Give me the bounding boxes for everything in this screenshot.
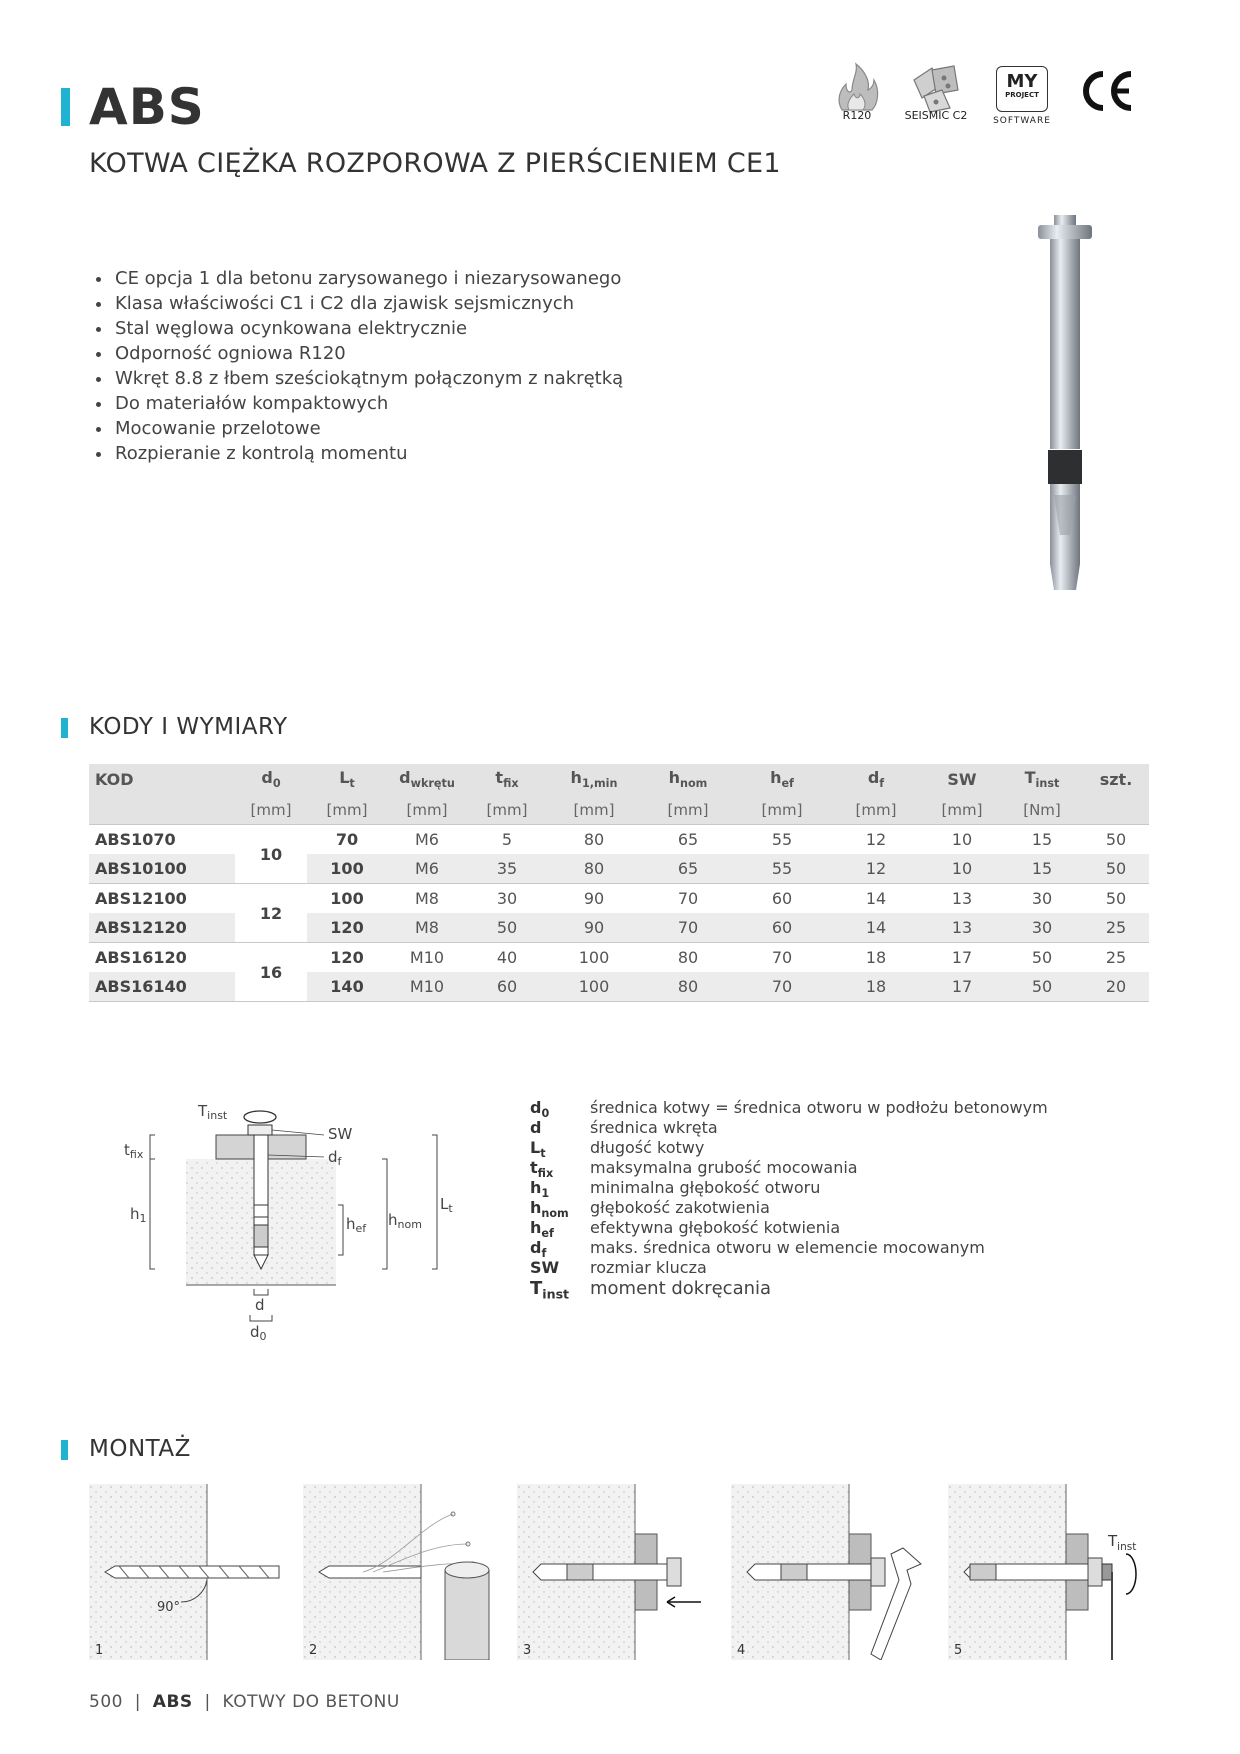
legend-text: średnica kotwy = średnica otworu w podłożu betonowym bbox=[590, 1098, 1048, 1117]
unit-cell: [mm] bbox=[641, 795, 735, 825]
montaz-accent-bar bbox=[61, 1440, 68, 1460]
col-header-hnom: $h_{nom}$ bbox=[641, 764, 735, 795]
cell-d0: 10 bbox=[235, 825, 307, 884]
feature-item: • Rozpieranie z kontrolą momentu bbox=[113, 441, 623, 466]
unit-cell: [mm] bbox=[467, 795, 547, 825]
cell-szt: 50 bbox=[1105, 830, 1127, 849]
page-footer: 500 | ABS | KOTWY DO BETONU bbox=[89, 1692, 400, 1712]
cell-h1: 90 bbox=[547, 913, 641, 943]
tinst-dim-label: $T_{inst}$ bbox=[198, 1102, 228, 1122]
myproject-logo-text: MY bbox=[1006, 71, 1038, 92]
step-number: 1 bbox=[95, 1643, 104, 1658]
cell-szt: 20 bbox=[1083, 972, 1149, 1002]
table-row bbox=[89, 825, 1149, 855]
lt-dim-label: $L_t$ bbox=[440, 1195, 453, 1215]
cell-h1: 100 bbox=[578, 948, 610, 967]
cell-hef: 70 bbox=[771, 948, 793, 967]
cell-df: 14 bbox=[865, 889, 887, 908]
feature-item: • Do materiałów kompaktowych bbox=[113, 391, 623, 416]
cell-hnom: 80 bbox=[641, 972, 735, 1002]
cell-sw: 17 bbox=[951, 948, 973, 967]
cell-dwkretu: M10 bbox=[409, 948, 445, 967]
cell-dwkretu: M6 bbox=[415, 830, 439, 849]
step5-tinst-label: $T_{inst}$ bbox=[1108, 1532, 1137, 1553]
cell-szt: 50 bbox=[1083, 854, 1149, 884]
cell-lt: 70 bbox=[335, 830, 359, 849]
cell-tinst: 50 bbox=[1001, 972, 1083, 1002]
cell-hnom: 70 bbox=[677, 889, 699, 908]
title-accent-bar bbox=[61, 88, 70, 126]
cell-tfix: 40 bbox=[496, 948, 518, 967]
cell-kod: ABS12120 bbox=[89, 913, 235, 943]
unit-cell: [mm] bbox=[387, 795, 467, 825]
montaz-step-5 bbox=[948, 1484, 1144, 1660]
cell-szt: 25 bbox=[1105, 948, 1127, 967]
product-subtitle: KOTWA CIĘŻKA ROZPOROWA Z PIERŚCIENIEM CE1 bbox=[89, 148, 781, 179]
feature-item: • Klasa właściwości C1 i C2 dla zjawisk sejsmicznych bbox=[113, 291, 623, 316]
cert-r120 bbox=[832, 60, 882, 122]
table-row bbox=[89, 943, 1149, 973]
cell-tfix: 35 bbox=[467, 854, 547, 884]
montaz-step-4 bbox=[731, 1484, 927, 1660]
df-dim-label: $d_f$ bbox=[328, 1148, 342, 1168]
dimension-drawing bbox=[110, 1085, 470, 1365]
col-header-df: $d_f$ bbox=[829, 764, 923, 795]
feature-item: • Odporność ogniowa R120 bbox=[113, 341, 623, 366]
product-title: ABS bbox=[89, 78, 205, 136]
col-header-tinst: $T_{inst}$ bbox=[1001, 764, 1083, 795]
legend-row: SW rozmiar klucza bbox=[530, 1258, 707, 1277]
cert-myproject bbox=[992, 60, 1052, 126]
cert-seismic bbox=[896, 60, 976, 122]
col-header-d0: $d_0$ bbox=[235, 764, 307, 795]
footer-product: ABS bbox=[152, 1692, 193, 1712]
legend-text: maks. średnica otworu w elemencie mocowanym bbox=[590, 1238, 985, 1257]
unit-cell: [mm] bbox=[829, 795, 923, 825]
col-header-tfix: $t_{fix}$ bbox=[467, 764, 547, 795]
table-row bbox=[89, 884, 1149, 914]
page-number: 500 bbox=[89, 1692, 123, 1712]
cell-df: 18 bbox=[829, 972, 923, 1002]
cell-tinst: 15 bbox=[1031, 830, 1053, 849]
cell-dwkretu: M6 bbox=[387, 854, 467, 884]
cert-software-label: SOFTWARE bbox=[993, 116, 1051, 126]
codes-table bbox=[89, 764, 1149, 1002]
cell-sw: 13 bbox=[951, 889, 973, 908]
cell-h1: 80 bbox=[547, 854, 641, 884]
col-header-szt: szt. bbox=[1083, 764, 1149, 795]
features-list bbox=[89, 266, 623, 466]
cell-df: 12 bbox=[829, 854, 923, 884]
legend-row: $L_t$ długość kotwy bbox=[530, 1138, 705, 1161]
cell-hef: 55 bbox=[771, 830, 793, 849]
cell-kod: ABS1070 bbox=[95, 830, 176, 849]
cell-hnom: 65 bbox=[677, 830, 699, 849]
cell-lt: 140 bbox=[307, 972, 387, 1002]
d0-dim-label: $d_0$ bbox=[250, 1323, 267, 1343]
col-header-sw: SW bbox=[923, 764, 1001, 795]
table-units-row bbox=[89, 795, 1149, 825]
d-dim-label: d bbox=[255, 1296, 265, 1314]
hnom-dim-label: $h_{nom}$ bbox=[388, 1211, 422, 1231]
feature-item: • Stal węglowa ocynkowana elektrycznie bbox=[113, 316, 623, 341]
cell-tinst: 30 bbox=[1031, 889, 1053, 908]
cell-hnom: 70 bbox=[641, 913, 735, 943]
step-number: 3 bbox=[523, 1643, 532, 1658]
footer-category: KOTWY DO BETONU bbox=[222, 1692, 400, 1712]
feature-item: • Wkręt 8.8 z łbem sześciokątnym połączonym z nakrętką bbox=[113, 366, 623, 391]
legend-text: moment dokręcania bbox=[590, 1278, 772, 1299]
seismic-icon bbox=[906, 60, 966, 114]
unit-cell: [mm] bbox=[307, 795, 387, 825]
step-number: 2 bbox=[309, 1643, 318, 1658]
legend-text: maksymalna grubość mocowania bbox=[590, 1158, 858, 1177]
unit-cell: [mm] bbox=[735, 795, 829, 825]
cell-tinst: 15 bbox=[1001, 854, 1083, 884]
symbols-legend bbox=[530, 1098, 1048, 1302]
legend-row: $h_{ef}$ efektywna głębokość kotwienia bbox=[530, 1218, 841, 1241]
cell-tfix: 50 bbox=[467, 913, 547, 943]
unit-cell: [mm] bbox=[923, 795, 1001, 825]
cell-tfix: 5 bbox=[501, 830, 513, 849]
legend-text: średnica wkręta bbox=[590, 1118, 718, 1137]
cell-hnom: 80 bbox=[677, 948, 699, 967]
legend-row: d średnica wkręta bbox=[530, 1118, 718, 1137]
col-header-h1min: $h_{1,min}$ bbox=[547, 764, 641, 795]
cell-tinst: 30 bbox=[1001, 913, 1083, 943]
cert-r120-label: R120 bbox=[842, 109, 872, 122]
codes-section-title: KODY I WYMIARY bbox=[89, 714, 288, 740]
cell-sw: 17 bbox=[923, 972, 1001, 1002]
cell-sw: 13 bbox=[923, 913, 1001, 943]
drill-angle-label: 90° bbox=[157, 1600, 181, 1615]
cell-df: 18 bbox=[865, 948, 887, 967]
col-header-kod: KOD bbox=[89, 764, 235, 795]
montaz-step-3 bbox=[517, 1484, 713, 1660]
cell-sw: 10 bbox=[923, 854, 1001, 884]
legend-row: $h_1$ minimalna głębokość otworu bbox=[530, 1178, 821, 1201]
cell-h1: 100 bbox=[547, 972, 641, 1002]
fire-icon bbox=[834, 60, 880, 114]
cell-hef: 60 bbox=[735, 913, 829, 943]
feature-item: • CE opcja 1 dla betonu zarysowanego i niezarysowanego bbox=[113, 266, 623, 291]
cell-lt: 100 bbox=[330, 889, 364, 908]
cell-kod: ABS10100 bbox=[89, 854, 235, 884]
unit-cell bbox=[89, 795, 235, 825]
cell-df: 12 bbox=[865, 830, 887, 849]
cell-d0: 12 bbox=[235, 884, 307, 943]
myproject-logo-sub: PROJECT bbox=[1005, 91, 1039, 99]
montaz-step-2 bbox=[303, 1484, 499, 1660]
col-header-hef: $h_{ef}$ bbox=[735, 764, 829, 795]
cell-hnom: 65 bbox=[641, 854, 735, 884]
cell-hef: 55 bbox=[735, 854, 829, 884]
cell-tfix: 30 bbox=[496, 889, 518, 908]
step-number: 4 bbox=[737, 1643, 746, 1658]
ce-mark-icon bbox=[1078, 68, 1138, 117]
cell-d0: 16 bbox=[235, 943, 307, 1002]
montaz-step-1 bbox=[89, 1484, 285, 1660]
legend-text: długość kotwy bbox=[590, 1138, 705, 1157]
legend-text: głębokość zakotwienia bbox=[590, 1198, 770, 1217]
legend-text: rozmiar klucza bbox=[590, 1258, 707, 1277]
unit-cell: [mm] bbox=[235, 795, 307, 825]
legend-row: $d_0$ średnica kotwy = średnica otworu w podłożu betonowym bbox=[530, 1098, 1048, 1121]
hef-dim-label: $h_{ef}$ bbox=[346, 1215, 367, 1235]
myproject-icon bbox=[996, 66, 1048, 112]
feature-item: • Mocowanie przelotowe bbox=[113, 416, 623, 441]
cell-tinst: 50 bbox=[1031, 948, 1053, 967]
legend-row: $d_f$ maks. średnica otworu w elemencie mocowanym bbox=[530, 1238, 985, 1261]
cell-tfix: 60 bbox=[467, 972, 547, 1002]
legend-row: $T_{inst}$ moment dokręcania bbox=[530, 1278, 772, 1302]
cell-h1: 90 bbox=[583, 889, 605, 908]
cell-hef: 70 bbox=[735, 972, 829, 1002]
cell-h1: 80 bbox=[583, 830, 605, 849]
legend-text: efektywna głębokość kotwienia bbox=[590, 1218, 841, 1237]
step-number: 5 bbox=[954, 1643, 963, 1658]
cell-dwkretu: M8 bbox=[387, 913, 467, 943]
montaz-section-title: MONTAŻ bbox=[89, 1436, 191, 1462]
cell-kod: ABS16120 bbox=[95, 948, 187, 967]
cell-sw: 10 bbox=[951, 830, 973, 849]
col-header-lt: $L_t$ bbox=[307, 764, 387, 795]
cell-df: 14 bbox=[829, 913, 923, 943]
cell-dwkretu: M10 bbox=[387, 972, 467, 1002]
cert-seismic-label: SEISMIC C2 bbox=[904, 109, 968, 122]
cell-lt: 100 bbox=[307, 854, 387, 884]
unit-cell: [mm] bbox=[547, 795, 641, 825]
cell-kod: ABS16140 bbox=[89, 972, 235, 1002]
sw-dim-label: SW bbox=[328, 1125, 353, 1143]
unit-cell: [Nm] bbox=[1001, 795, 1083, 825]
cell-lt: 120 bbox=[307, 913, 387, 943]
cell-szt: 25 bbox=[1083, 913, 1149, 943]
legend-row: $t_{fix}$ maksymalna grubość mocowania bbox=[530, 1158, 858, 1181]
cell-dwkretu: M8 bbox=[415, 889, 439, 908]
legend-row: $h_{nom}$ głębokość zakotwienia bbox=[530, 1198, 770, 1221]
cell-hef: 60 bbox=[771, 889, 793, 908]
cell-szt: 50 bbox=[1105, 889, 1127, 908]
cell-kod: ABS12100 bbox=[95, 889, 187, 908]
unit-cell bbox=[1083, 795, 1149, 825]
cell-lt: 120 bbox=[330, 948, 364, 967]
legend-text: minimalna głębokość otworu bbox=[590, 1178, 821, 1197]
product-image bbox=[1030, 215, 1100, 600]
col-header-dwkretu: $d_{wkrętu}$ bbox=[387, 764, 467, 795]
h1-dim-label: $h_1$ bbox=[130, 1205, 147, 1225]
tfix-dim-label: $t_{fix}$ bbox=[124, 1141, 144, 1161]
codes-accent-bar bbox=[61, 718, 68, 738]
table-header-row bbox=[89, 764, 1149, 795]
